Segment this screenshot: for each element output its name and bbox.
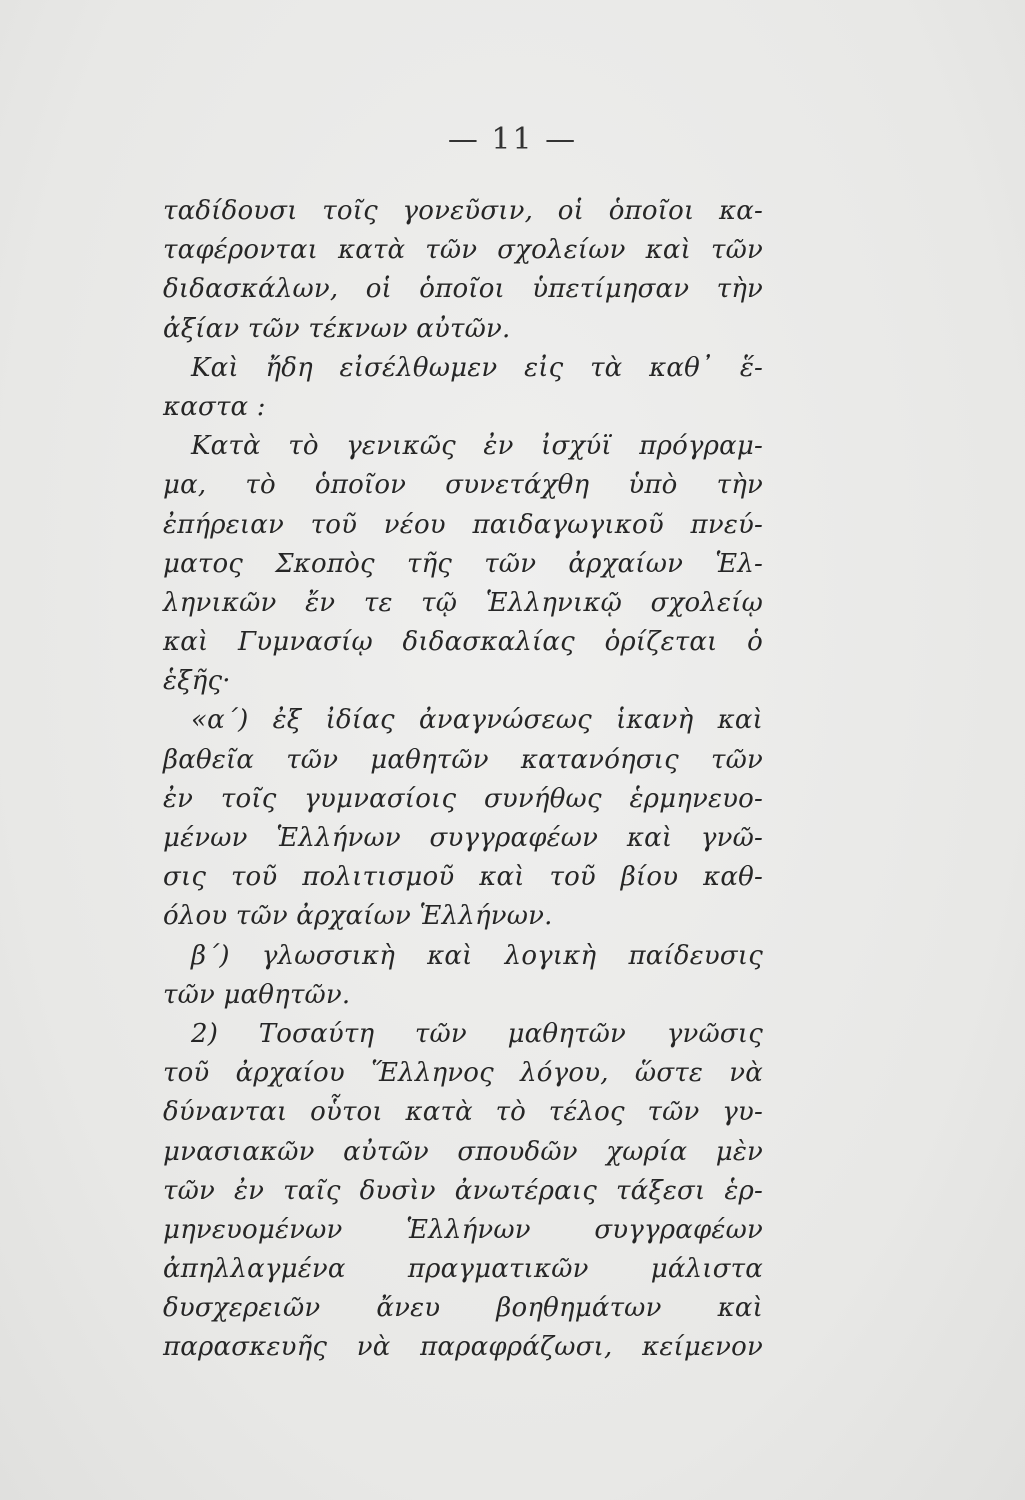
text-line: τῶν ἐν ταῖς δυσὶν ἀνωτέραις τάξεσι ἑρ- [163,1175,763,1206]
text-line: τῶν μαθητῶν. [163,979,351,1010]
text-line: καστα : [163,391,266,422]
text-line: μα, τὸ ὁποῖον συνετάχθη ὑπὸ τὴν [163,470,763,501]
text-line: καὶ Γυμνασίῳ διδασκαλίας ὁρίζεται ὁ [163,627,763,658]
text-line: 2) Τοσαύτη τῶν μαθητῶν γνῶσις [191,1018,763,1049]
text-line: βαθεῖα τῶν μαθητῶν κατανόησις τῶν [163,744,763,775]
text-line: μνασιακῶν αὐτῶν σπουδῶν χωρία μὲν [163,1136,763,1167]
text-line: όλου τῶν ἀρχαίων Ἑλλήνων. [163,901,553,932]
text-line: Καὶ ἤδη εἰσέλθωμεν εἰς τὰ καθ᾽ ἕ- [191,352,763,383]
text-line: ἀξίαν τῶν τέκνων αὐτῶν. [163,313,511,344]
text-line: τοῦ ἀρχαίου Ἕλληνος λόγου, ὥστε νὰ [163,1058,763,1089]
page-number: — 11 — [447,122,578,157]
text-line: ταφέρονται κατὰ τῶν σχολείων καὶ τῶν [163,235,763,266]
text-line: δύνανται οὗτοι κατὰ τὸ τέλος τῶν γυ- [163,1097,763,1128]
text-line: μένων Ἑλλήνων συγγραφέων καὶ γνῶ- [163,823,763,853]
text-line: ἐπήρειαν τοῦ νέου παιδαγωγικοῦ πνεύ- [163,509,763,540]
text-line: ματος Σκοπὸς τῆς τῶν ἀρχαίων Ἑλ- [163,548,763,579]
body-text [163,192,763,1368]
text-line: β΄) γλωσσικὴ καὶ λογικὴ παίδευσις [191,940,763,971]
text-line: Κατὰ τὸ γενικῶς ἐν ἰσχύϊ πρόγραμ- [191,431,763,462]
text-line: ταδίδουσι τοῖς γονεῦσιν, οἱ ὁποῖοι κα- [163,196,763,226]
text-line: δυσχερειῶν ἄνευ βοηθημάτων καὶ [163,1293,763,1324]
text-line: ληνικῶν ἔν τε τῷ Ἑλληνικῷ σχολείῳ [163,587,763,618]
text-line: ἀπηλλαγμένα πραγματικῶν μάλιστα [163,1254,763,1285]
text-line: παρασκευῆς νὰ παραφράζωσι, κείμενον [163,1332,763,1363]
text-line: ἑξῆς· [163,666,231,697]
text-line: σις τοῦ πολιτισμοῦ καὶ τοῦ βίου καθ- [163,862,763,893]
text-line: «α΄) ἐξ ἰδίας ἀναγνώσεως ἱκανὴ καὶ [191,705,763,736]
text-line: μηνευομένων Ἑλλήνων συγγραφέων [163,1214,763,1245]
text-line: ἐν τοῖς γυμνασίοις συνήθως ἑρμηνευο- [163,783,763,814]
text-line: διδασκάλων, οἱ ὁποῖοι ὑπετίμησαν τὴν [163,274,763,305]
